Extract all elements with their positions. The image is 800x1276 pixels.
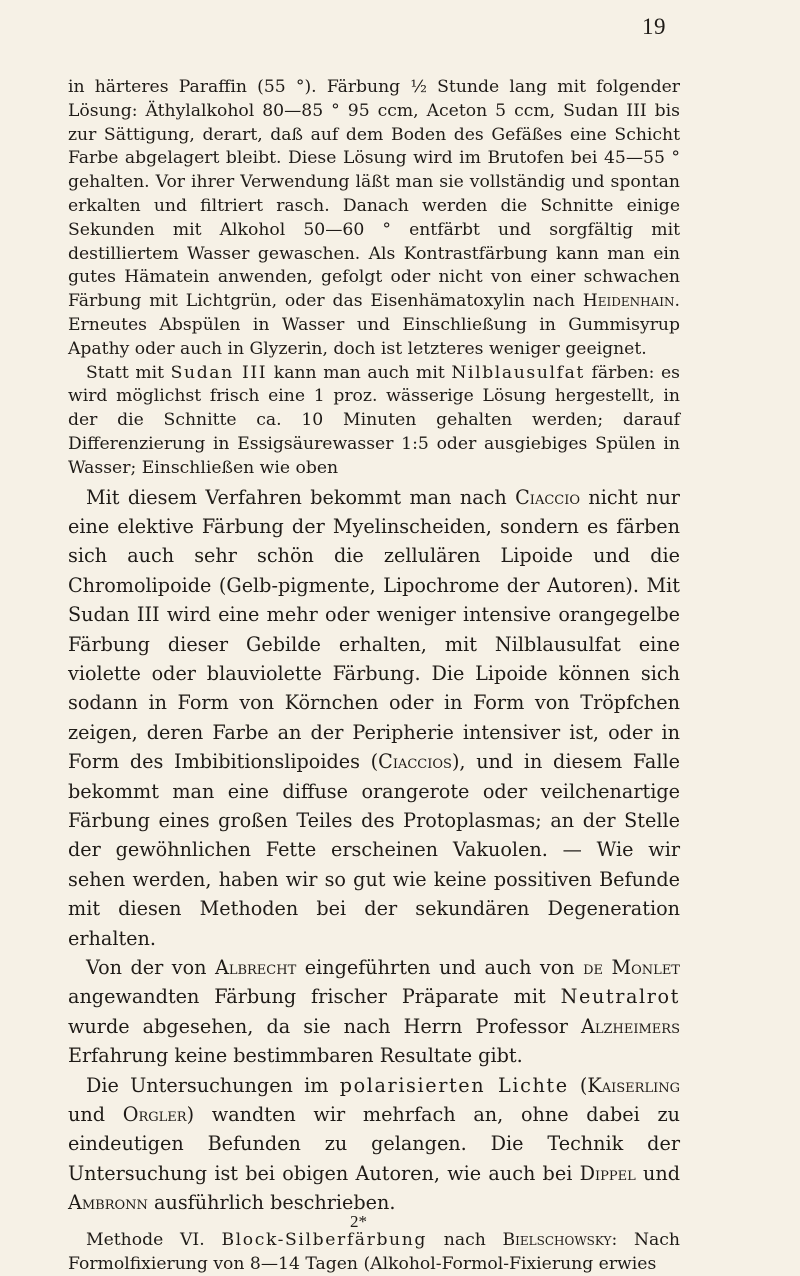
text-run: in härteres Paraffin (55 °). Färbung ½ Stunde lang mit folgender Lösung: Äthylalkohol 80—85 ° 95 ccm, Aceton 5 ccm, Sudan III bis zur Sättigung, derart, daß auf dem Boden des Gefäßes eine Schicht Farbe abgelagert bleibt. Diese Lösung wird im Brutofen bei 45—55 ° gehalten. Vor ihrer Verwendung läßt man sie vollständig und spontan erkalten und filtriert rasch. Danach werden die Schnitte einige Sekunden mit Alkohol 50—60 ° entfärbt und sorgfältig mit destilliertem Wasser gewaschen. Als Kontrastfärbung kann man ein gutes Hämatein anwenden, gefolgt oder nicht von einer schwachen Färbung mit Lichtgrün, oder das Eisenhämatoxylin nach <box>68 77 680 312</box>
text-run: ( <box>568 1073 588 1097</box>
text-run: und <box>635 1161 680 1185</box>
reagent-name: Sudan III <box>170 362 268 383</box>
text-run: und <box>68 1103 123 1127</box>
paragraph-neutral-red <box>68 953 680 1071</box>
author-name: Orgler <box>122 1103 187 1127</box>
text-run: . Erneutes Abspülen in Wasser und Einschließung in Gummisyrup Apathy oder auch in Glyzerin, doch ist letzteres weniger geeignet. <box>68 291 680 359</box>
small-print-block <box>68 76 680 481</box>
author-name: Bielschowsky <box>502 1229 612 1250</box>
text-run: eingeführten und auch von <box>296 956 584 980</box>
method-name: Block-Silberfärbung <box>221 1229 427 1250</box>
reagent-name: Nilblausulfat <box>451 362 585 383</box>
author-name: Kaiserling <box>587 1073 680 1097</box>
text-run: Die Untersuchungen im <box>86 1073 340 1097</box>
page-body <box>68 76 680 1276</box>
text-run: kann man auch mit <box>267 362 452 383</box>
paragraph-polarized-light <box>68 1071 680 1218</box>
text-run: färben: es wird möglichst frisch eine 1 proz. wässerige Lösung hergestellt, in der die Schnitte ca. 10 Minuten gehalten werden; darauf Differenzierung in Essigsäurewasser 1:5 oder ausgiebiges Spülen in Wasser; Einschließen wie oben <box>68 362 680 478</box>
method-six-block <box>68 1228 680 1276</box>
main-text-block <box>68 483 680 1218</box>
text-run: ), und in diesem Falle bekommt man eine diffuse orangerote oder veilchenartige Färbung eines großen Teiles des Protoplasmas; an der Stelle der gewöhnlichen Fette erscheinen Vakuolen. — Wie wir sehen werden, haben wir so gut wie keine possitiven Befunde mit diesen Methoden bei der sekundären Degeneration erhalten. <box>68 750 680 950</box>
text-run: ) wandten wir mehrfach an, ohne dabei zu eindeutigen Befunden zu gelangen. Die Technik der Untersuchung ist bei obigen Autoren, wie auch bei <box>68 1103 680 1185</box>
text-run: Mit diesem Verfahren bekommt man nach <box>86 485 516 509</box>
text-run: : Nach Formolfixierung von 8—14 Tagen (Alkohol-Formol-Fixierung erwies <box>68 1229 680 1274</box>
author-name: Ciaccios <box>378 750 452 774</box>
paragraph-nile-blue-alternative <box>68 362 680 481</box>
author-name: Alzheimers <box>581 1014 680 1038</box>
text-run: angewandten Färbung frischer Präparate mit <box>68 985 561 1009</box>
author-name: Ciaccio <box>515 485 581 509</box>
reagent-name: Neutralrot <box>560 985 680 1009</box>
text-run: ausführlich beschrieben. <box>147 1191 396 1215</box>
paragraph-method-vi <box>68 1228 680 1276</box>
text-run: Methode VI. <box>86 1229 222 1250</box>
author-name: Albrecht <box>214 956 297 980</box>
author-name: Dippel <box>579 1161 636 1185</box>
text-run: Von der von <box>86 956 215 980</box>
text-run: Statt mit <box>86 362 171 383</box>
text-run: Erfahrung keine bestimmbaren Resultate gibt. <box>68 1044 523 1068</box>
paragraph-staining-procedure <box>68 76 680 362</box>
signature-mark: 2* <box>350 1212 367 1231</box>
text-run: wurde abgesehen, da sie nach Herrn Professor <box>68 1014 582 1038</box>
author-name: Heidenhain <box>582 291 675 312</box>
author-name: de Monlet <box>583 956 680 980</box>
text-run: nicht nur eine elektive Färbung der Myelinscheiden, sondern es färben sich auch sehr schön die zellulären Lipoide und die Chromolipoide (Gelb-pigmente, Lipochrome der Autoren). Mit Sudan III wird eine mehr oder weniger intensive orangegelbe Färbung dieser Gebilde erhalten, mit Nilblausulfat eine violette oder blauviolette Färbung. Die Lipoide können sich sodann in Form von Körnchen oder in Form von Tröpfchen zeigen, deren Farbe an der Peripherie intensiver ist, oder in Form des Imbibitionslipoides ( <box>68 485 680 774</box>
author-name: Ambronn <box>68 1191 148 1215</box>
text-run: nach <box>427 1229 503 1250</box>
paragraph-ciaccio-method <box>68 483 680 954</box>
method-name: polarisierten Lichte <box>339 1073 569 1097</box>
page-number: 19 <box>642 14 666 39</box>
